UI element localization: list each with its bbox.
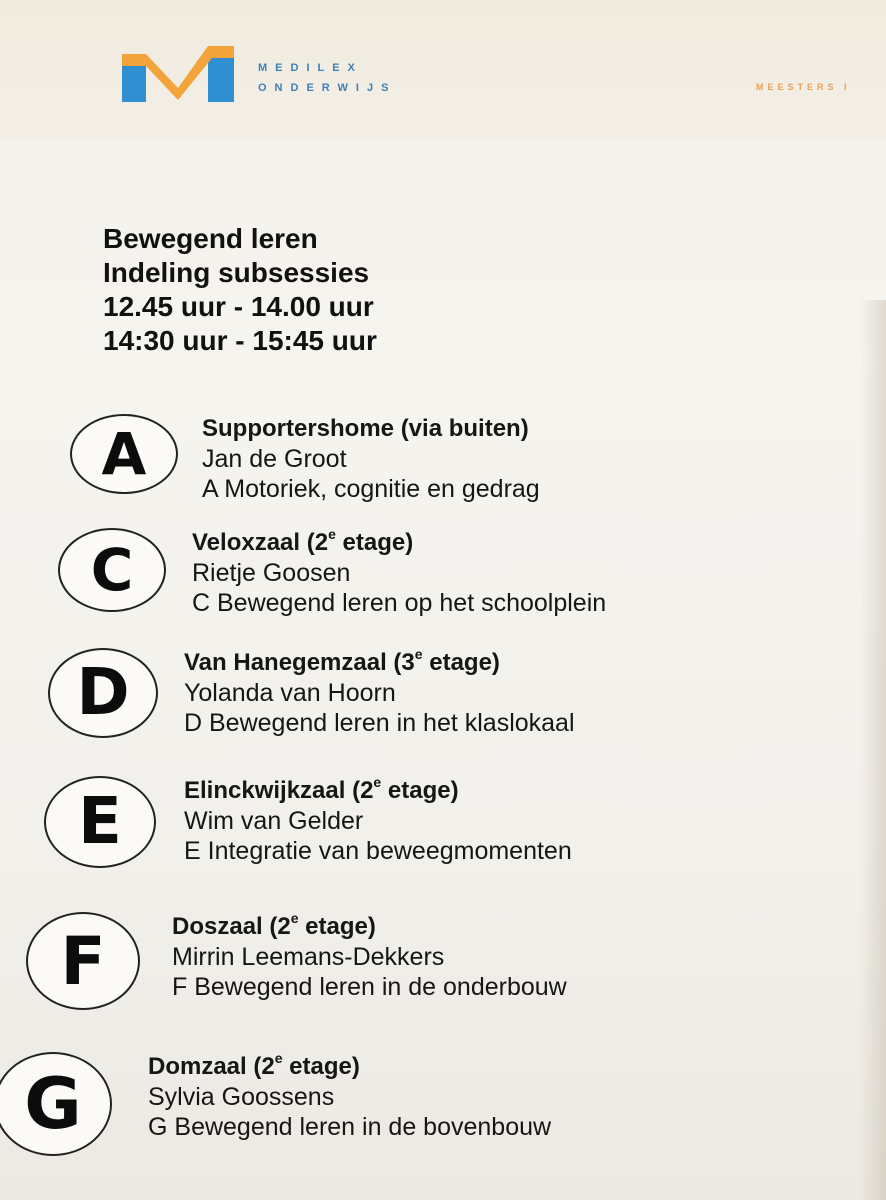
presenter-name: Sylvia Goossens (148, 1083, 335, 1111)
room-name: Elinckwijkzaal (2e etage) (184, 774, 459, 804)
session-letter-badge: C (58, 528, 166, 612)
session-details (172, 912, 567, 1002)
session-topic: A Motoriek, cognitie en gedrag (202, 475, 540, 503)
session-topic: G Bewegend leren in de bovenbouw (148, 1113, 552, 1141)
session-details (202, 414, 540, 504)
session-letter-badge: A (70, 414, 178, 494)
session-details (184, 776, 572, 866)
page-fold-shadow (860, 300, 886, 1200)
presenter-name: Mirrin Leemans-Dekkers (172, 943, 445, 971)
presenter-name: Wim van Gelder (184, 807, 364, 835)
time-slot-1: 12.45 uur - 14.00 uur (103, 291, 374, 322)
time-slot-2: 14:30 uur - 15:45 uur (103, 325, 377, 356)
session-topic: F Bewegend leren in de onderbouw (172, 973, 567, 1001)
presenter-name: Yolanda van Hoorn (184, 679, 396, 707)
medilex-logo-icon (122, 44, 234, 104)
brand-line-2: ONDERWIJS (258, 82, 397, 94)
title-line-1: Bewegend leren (103, 223, 318, 254)
session-letter-badge: F (26, 912, 140, 1010)
room-name: Veloxzaal (2e etage) (192, 526, 414, 556)
room-name: Van Hanegemzaal (3e etage) (184, 646, 500, 676)
session-letter-badge: D (48, 648, 158, 738)
session-details (184, 648, 575, 738)
session-topic: C Bewegend leren op het schoolplein (192, 589, 607, 617)
session-topic: D Bewegend leren in het klaslokaal (184, 709, 575, 737)
room-name: Doszaal (2e etage) (172, 910, 376, 940)
session-details (148, 1052, 551, 1142)
session-letter-badge: G (0, 1052, 112, 1156)
brand-line-1: MEDILEX (258, 62, 363, 74)
brand-name (258, 58, 396, 98)
session-topic: E Integratie van beweegmomenten (184, 837, 572, 865)
letterhead-tagline: MEESTERS I (756, 82, 851, 92)
presenter-name: Jan de Groot (202, 445, 347, 473)
room-name: Supportershome (via buiten) (202, 415, 529, 442)
room-name: Domzaal (2e etage) (148, 1050, 360, 1080)
session-letter-badge: E (44, 776, 156, 868)
page-title (103, 222, 377, 358)
presenter-name: Rietje Goosen (192, 559, 351, 587)
session-details (192, 528, 606, 618)
title-line-2: Indeling subsessies (103, 257, 370, 288)
